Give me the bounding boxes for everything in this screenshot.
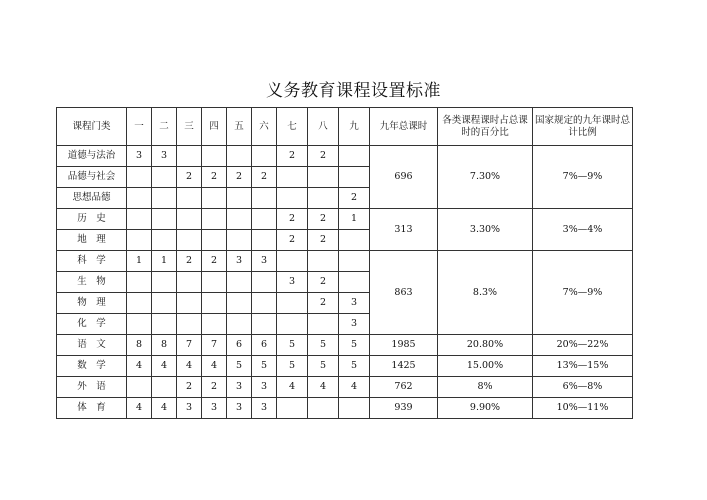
grade-hours-cell	[277, 398, 308, 419]
national-ratio-cell: 7%—9%	[533, 251, 633, 335]
grade-hours-cell	[152, 293, 177, 314]
national-ratio-cell: 20%—22%	[533, 335, 633, 356]
grade-hours-cell: 3	[227, 251, 252, 272]
grade-hours-cell	[202, 314, 227, 335]
grade-hours-cell	[277, 293, 308, 314]
grade-hours-cell	[127, 272, 152, 293]
table-body	[57, 146, 633, 419]
header-grade: 一	[127, 108, 152, 146]
table-row	[57, 356, 633, 377]
grade-hours-cell: 6	[227, 335, 252, 356]
grade-hours-cell	[339, 167, 370, 188]
grade-hours-cell: 2	[252, 167, 277, 188]
national-ratio-cell: 13%—15%	[533, 356, 633, 377]
subject-cell: 物 理	[57, 293, 127, 314]
grade-hours-cell: 3	[152, 146, 177, 167]
grade-hours-cell	[339, 230, 370, 251]
header-grade: 六	[252, 108, 277, 146]
grade-hours-cell: 5	[277, 356, 308, 377]
percent-cell: 8%	[438, 377, 533, 398]
grade-hours-cell: 6	[252, 335, 277, 356]
grade-hours-cell: 3	[202, 398, 227, 419]
grade-hours-cell: 5	[339, 335, 370, 356]
subject-cell: 历 史	[57, 209, 127, 230]
grade-hours-cell: 2	[202, 251, 227, 272]
grade-hours-cell: 4	[339, 377, 370, 398]
header-national-ratio: 国家规定的九年课时总计比例	[533, 108, 633, 146]
table-row	[57, 398, 633, 419]
grade-hours-cell: 3	[252, 251, 277, 272]
grade-hours-cell	[177, 209, 202, 230]
grade-hours-cell	[202, 272, 227, 293]
grade-hours-cell	[177, 314, 202, 335]
grade-hours-cell: 1	[152, 251, 177, 272]
percent-cell: 8.3%	[438, 251, 533, 335]
subject-cell: 生 物	[57, 272, 127, 293]
grade-hours-cell	[202, 293, 227, 314]
subject-cell: 数 学	[57, 356, 127, 377]
grade-hours-cell: 4	[277, 377, 308, 398]
grade-hours-cell	[277, 167, 308, 188]
grade-hours-cell: 2	[308, 272, 339, 293]
total-hours-cell: 1985	[370, 335, 438, 356]
grade-hours-cell: 4	[202, 356, 227, 377]
grade-hours-cell: 2	[202, 377, 227, 398]
header-percent: 各类课程课时占总课时的百分比	[438, 108, 533, 146]
grade-hours-cell: 7	[177, 335, 202, 356]
grade-hours-cell: 5	[277, 335, 308, 356]
grade-hours-cell	[177, 146, 202, 167]
grade-hours-cell	[202, 230, 227, 251]
page-title: 义务教育课程设置标准	[266, 81, 441, 101]
header-grade: 五	[227, 108, 252, 146]
grade-hours-cell: 4	[127, 356, 152, 377]
grade-hours-cell	[127, 230, 152, 251]
grade-hours-cell	[252, 272, 277, 293]
grade-hours-cell	[177, 293, 202, 314]
grade-hours-cell: 2	[177, 167, 202, 188]
grade-hours-cell	[308, 398, 339, 419]
grade-hours-cell: 3	[177, 398, 202, 419]
grade-hours-cell: 8	[127, 335, 152, 356]
header-grade: 七	[277, 108, 308, 146]
header-grade: 九	[339, 108, 370, 146]
total-hours-cell: 939	[370, 398, 438, 419]
total-hours-cell: 762	[370, 377, 438, 398]
national-ratio-cell: 10%—11%	[533, 398, 633, 419]
subject-cell: 体 育	[57, 398, 127, 419]
total-hours-cell: 313	[370, 209, 438, 251]
grade-hours-cell: 4	[127, 398, 152, 419]
subject-cell: 外 语	[57, 377, 127, 398]
grade-hours-cell	[127, 377, 152, 398]
grade-hours-cell: 5	[308, 335, 339, 356]
grade-hours-cell: 2	[227, 167, 252, 188]
national-ratio-cell: 6%—8%	[533, 377, 633, 398]
grade-hours-cell	[127, 209, 152, 230]
grade-hours-cell	[308, 188, 339, 209]
grade-hours-cell: 2	[277, 146, 308, 167]
grade-hours-cell: 2	[177, 377, 202, 398]
grade-hours-cell: 2	[308, 209, 339, 230]
grade-hours-cell: 2	[308, 146, 339, 167]
grade-hours-cell	[202, 209, 227, 230]
total-hours-cell: 1425	[370, 356, 438, 377]
grade-hours-cell	[277, 314, 308, 335]
grade-hours-cell: 3	[227, 377, 252, 398]
grade-hours-cell	[252, 314, 277, 335]
grade-hours-cell	[127, 167, 152, 188]
grade-hours-cell: 5	[308, 356, 339, 377]
grade-hours-cell	[227, 230, 252, 251]
grade-hours-cell: 5	[252, 356, 277, 377]
grade-hours-cell: 3	[252, 398, 277, 419]
grade-hours-cell: 2	[308, 293, 339, 314]
grade-hours-cell	[252, 230, 277, 251]
grade-hours-cell: 8	[152, 335, 177, 356]
grade-hours-cell	[152, 167, 177, 188]
grade-hours-cell	[252, 209, 277, 230]
curriculum-table	[56, 107, 633, 419]
grade-hours-cell: 2	[308, 230, 339, 251]
header-grade: 八	[308, 108, 339, 146]
national-ratio-cell: 7%—9%	[533, 146, 633, 209]
table-row	[57, 377, 633, 398]
grade-hours-cell	[127, 188, 152, 209]
header-grade: 二	[152, 108, 177, 146]
subject-cell: 思想品德	[57, 188, 127, 209]
percent-cell: 7.30%	[438, 146, 533, 209]
subject-cell: 化 学	[57, 314, 127, 335]
grade-hours-cell	[177, 272, 202, 293]
table-row	[57, 146, 633, 167]
total-hours-cell: 696	[370, 146, 438, 209]
grade-hours-cell	[227, 209, 252, 230]
subject-cell: 品德与社会	[57, 167, 127, 188]
grade-hours-cell: 3	[127, 146, 152, 167]
grade-hours-cell	[339, 398, 370, 419]
grade-hours-cell	[227, 146, 252, 167]
grade-hours-cell	[177, 188, 202, 209]
grade-hours-cell	[177, 230, 202, 251]
grade-hours-cell: 4	[177, 356, 202, 377]
grade-hours-cell	[127, 293, 152, 314]
header-row	[57, 108, 633, 146]
grade-hours-cell: 1	[127, 251, 152, 272]
total-hours-cell: 863	[370, 251, 438, 335]
grade-hours-cell: 2	[202, 167, 227, 188]
grade-hours-cell: 3	[227, 398, 252, 419]
grade-hours-cell: 3	[277, 272, 308, 293]
grade-hours-cell	[308, 167, 339, 188]
grade-hours-cell	[308, 314, 339, 335]
grade-hours-cell	[227, 293, 252, 314]
grade-hours-cell	[152, 377, 177, 398]
grade-hours-cell	[339, 146, 370, 167]
grade-hours-cell	[308, 251, 339, 272]
grade-hours-cell	[127, 314, 152, 335]
header-total-hours: 九年总课时	[370, 108, 438, 146]
percent-cell: 9.90%	[438, 398, 533, 419]
grade-hours-cell: 3	[339, 314, 370, 335]
table-row	[57, 251, 633, 272]
grade-hours-cell	[252, 146, 277, 167]
grade-hours-cell	[227, 188, 252, 209]
grade-hours-cell: 4	[308, 377, 339, 398]
subject-cell: 语 文	[57, 335, 127, 356]
grade-hours-cell	[252, 293, 277, 314]
grade-hours-cell	[339, 272, 370, 293]
header-category: 课程门类	[57, 108, 127, 146]
header-grade: 四	[202, 108, 227, 146]
grade-hours-cell: 2	[177, 251, 202, 272]
grade-hours-cell	[227, 314, 252, 335]
grade-hours-cell	[152, 314, 177, 335]
grade-hours-cell: 1	[339, 209, 370, 230]
grade-hours-cell: 7	[202, 335, 227, 356]
subject-cell: 科 学	[57, 251, 127, 272]
grade-hours-cell	[152, 272, 177, 293]
grade-hours-cell	[202, 188, 227, 209]
table-row	[57, 335, 633, 356]
grade-hours-cell	[202, 146, 227, 167]
grade-hours-cell: 5	[227, 356, 252, 377]
grade-hours-cell	[339, 251, 370, 272]
grade-hours-cell: 2	[339, 188, 370, 209]
subject-cell: 地 理	[57, 230, 127, 251]
grade-hours-cell	[277, 251, 308, 272]
percent-cell: 15.00%	[438, 356, 533, 377]
grade-hours-cell	[152, 188, 177, 209]
grade-hours-cell	[277, 188, 308, 209]
grade-hours-cell: 3	[339, 293, 370, 314]
grade-hours-cell: 2	[277, 209, 308, 230]
grade-hours-cell	[252, 188, 277, 209]
grade-hours-cell: 4	[152, 356, 177, 377]
grade-hours-cell	[152, 209, 177, 230]
grade-hours-cell: 4	[152, 398, 177, 419]
table-row	[57, 209, 633, 230]
national-ratio-cell: 3%—4%	[533, 209, 633, 251]
percent-cell: 3.30%	[438, 209, 533, 251]
header-grade: 三	[177, 108, 202, 146]
grade-hours-cell: 2	[277, 230, 308, 251]
percent-cell: 20.80%	[438, 335, 533, 356]
grade-hours-cell: 5	[339, 356, 370, 377]
subject-cell: 道德与法治	[57, 146, 127, 167]
grade-hours-cell	[152, 230, 177, 251]
grade-hours-cell: 3	[252, 377, 277, 398]
grade-hours-cell	[227, 272, 252, 293]
